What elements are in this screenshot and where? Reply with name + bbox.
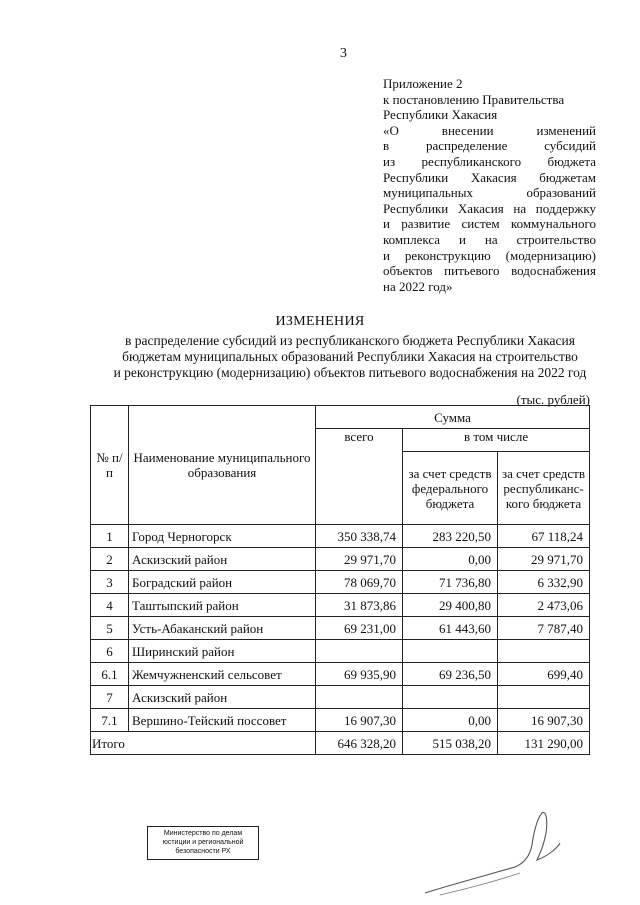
header-name: Наименование муниципального образования xyxy=(129,406,316,525)
row-federal: 0,00 xyxy=(403,709,498,732)
row-name: Ширинский район xyxy=(129,640,316,663)
row-total: 69 231,00 xyxy=(316,617,403,640)
table-row xyxy=(91,663,590,686)
row-name: Усть-Абаканский район xyxy=(129,617,316,640)
subsidy-changes-table xyxy=(90,405,590,755)
row-total: 16 907,30 xyxy=(316,709,403,732)
appendix-quote-line: из республиканского бюджета xyxy=(383,153,596,169)
table-row xyxy=(91,594,590,617)
table-row xyxy=(91,548,590,571)
appendix-title: Приложение 2 xyxy=(383,76,463,91)
subtitle-line: бюджетам муниципальных образований Республики Хакасия на строительство xyxy=(122,349,578,364)
table-total-row xyxy=(91,732,590,755)
row-num: 6.1 xyxy=(91,663,129,686)
row-federal: 29 400,80 xyxy=(403,594,498,617)
document-title: ИЗМЕНЕНИЯ xyxy=(275,314,365,329)
subtitle-line: в распределение субсидий из республиканского бюджета Республики Хакасия xyxy=(125,333,575,348)
table-row xyxy=(91,640,590,663)
table-row xyxy=(91,617,590,640)
appendix-quote-line: комплекса и на строительство xyxy=(383,231,596,247)
table-row xyxy=(91,571,590,594)
row-num: 2 xyxy=(91,548,129,571)
unit-note: (тыс. рублей) xyxy=(516,392,590,407)
header-total: всего xyxy=(316,429,403,525)
row-num: 3 xyxy=(91,571,129,594)
appendix-quote-line: и реконструкцию (модернизацию) xyxy=(383,247,596,263)
subtitle-line: и реконструкцию (модернизацию) объектов питьевого водоснабжения на 2022 год xyxy=(113,365,587,380)
appendix-quote-line: «О внесении изменений xyxy=(383,122,596,138)
row-total: 31 873,86 xyxy=(316,594,403,617)
row-name: Вершино-Тейский поссовет xyxy=(129,709,316,732)
row-name: Аскизский район xyxy=(129,548,316,571)
row-republican: 67 118,24 xyxy=(498,525,590,548)
row-name: Боградский район xyxy=(129,571,316,594)
total-republican: 131 290,00 xyxy=(498,732,590,755)
stamp-line: юстиции и региональной xyxy=(162,839,244,846)
appendix-republic: Республики Хакасия xyxy=(383,107,498,123)
ministry-stamp xyxy=(147,826,259,860)
row-total xyxy=(316,640,403,663)
header-num: № п/п xyxy=(91,406,129,525)
appendix-quote-line: в распределение субсидий xyxy=(383,138,596,154)
row-num: 5 xyxy=(91,617,129,640)
row-federal xyxy=(403,686,498,709)
appendix-quote-line: на 2022 год» xyxy=(383,278,453,294)
row-num: 7.1 xyxy=(91,709,129,732)
table-row xyxy=(91,525,590,548)
header-republican: за счет средств республиканс-кого бюджета xyxy=(498,452,590,525)
total-sum: 646 328,20 xyxy=(316,732,403,755)
page-number: 3 xyxy=(340,46,347,61)
row-federal: 71 736,80 xyxy=(403,571,498,594)
table-row xyxy=(91,709,590,732)
stamp-line: безопасности РХ xyxy=(175,848,231,855)
row-republican: 7 787,40 xyxy=(498,617,590,640)
appendix-quote-line: Республики Хакасия бюджетам xyxy=(383,169,596,185)
table-row xyxy=(91,686,590,709)
row-total: 29 971,70 xyxy=(316,548,403,571)
header-including: в том числе xyxy=(403,429,590,452)
row-name: Жемчужненский сельсовет xyxy=(129,663,316,686)
appendix-block xyxy=(383,76,596,294)
total-label: Итого xyxy=(91,732,316,755)
row-num: 6 xyxy=(91,640,129,663)
row-name: Аскизский район xyxy=(129,686,316,709)
appendix-quote-line: объектов питьевого водоснабжения xyxy=(383,263,596,279)
appendix-quote-line: Республики Хакасия на поддержку xyxy=(383,200,596,216)
row-republican: 6 332,90 xyxy=(498,571,590,594)
row-total: 69 935,90 xyxy=(316,663,403,686)
header-sum: Сумма xyxy=(316,406,590,429)
row-federal xyxy=(403,640,498,663)
row-name: Таштыпский район xyxy=(129,594,316,617)
row-num: 7 xyxy=(91,686,129,709)
row-republican: 16 907,30 xyxy=(498,709,590,732)
stamp-line: Министерство по делам xyxy=(163,830,243,837)
appendix-quote-line: муниципальных образований xyxy=(383,185,596,201)
signature-mark xyxy=(420,805,570,900)
row-num: 1 xyxy=(91,525,129,548)
row-federal: 0,00 xyxy=(403,548,498,571)
row-num: 4 xyxy=(91,594,129,617)
header-federal: за счет средств федерального бюджета xyxy=(403,452,498,525)
row-total xyxy=(316,686,403,709)
row-republican: 29 971,70 xyxy=(498,548,590,571)
row-republican: 2 473,06 xyxy=(498,594,590,617)
row-federal: 61 443,60 xyxy=(403,617,498,640)
row-total: 78 069,70 xyxy=(316,571,403,594)
appendix-resolution-ref: к постановлению Правительства xyxy=(383,91,565,107)
document-subtitle xyxy=(90,333,610,381)
row-federal: 283 220,50 xyxy=(403,525,498,548)
row-republican: 699,40 xyxy=(498,663,590,686)
row-federal: 69 236,50 xyxy=(403,663,498,686)
row-total: 350 338,74 xyxy=(316,525,403,548)
total-federal: 515 038,20 xyxy=(403,732,498,755)
row-republican xyxy=(498,640,590,663)
row-name: Город Черногорск xyxy=(129,525,316,548)
table-header-row xyxy=(91,406,590,429)
appendix-quote-line: и развитие систем коммунального xyxy=(383,216,596,232)
row-republican xyxy=(498,686,590,709)
